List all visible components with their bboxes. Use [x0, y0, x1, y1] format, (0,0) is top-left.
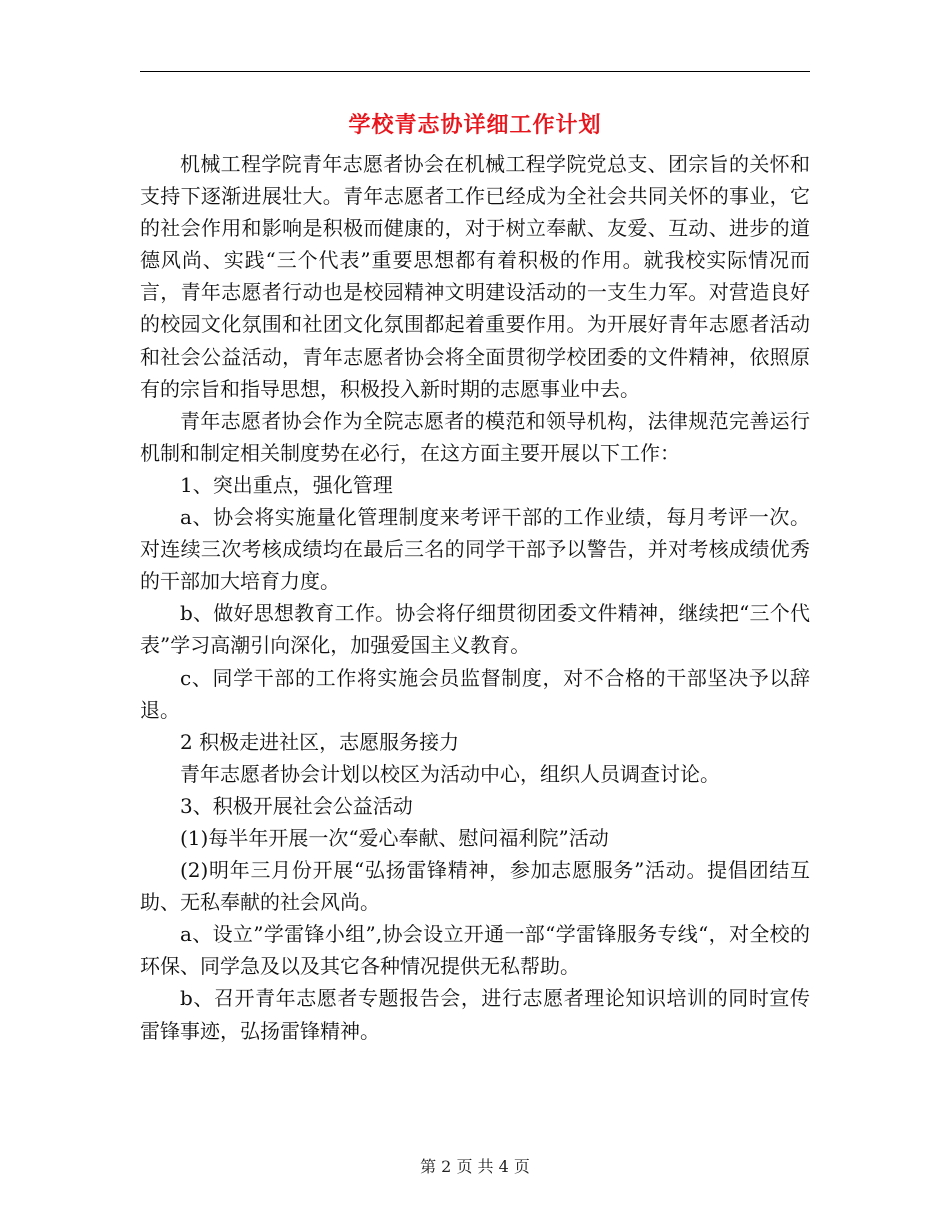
- paragraph: 机械工程学院青年志愿者协会在机械工程学院党总支、团宗旨的关怀和支持下逐渐进展壮大。青年志愿者工作已经成为全社会共同关怀的事业，它的社会作用和影响是积极而健康的，对于树立奉献、友爱、互动、进步的道德风尚、实践“三个代表”重要思想都有着积极的作用。就我校实际情况而言，青年志愿者行动也是校园精神文明建设活动的一支生力军。对营造良好的校园文化氛围和社团文化氛围都起着重要作用。为开展好青年志愿者活动和社会公益活动，青年志愿者协会将全面贯彻学校团委的文件精神，依照原有的宗旨和指导思想，积极投入新时期的志愿事业中去。: [140, 152, 810, 401]
- paragraph: 青年志愿者协会计划以校区为活动中心，组织人员调查讨论。: [180, 761, 720, 786]
- document-body: [140, 148, 810, 1047]
- header-rule: [140, 71, 810, 72]
- list-item: c、同学干部的工作将实施会员监督制度，对不合格的干部坚决予以辞退。: [140, 665, 810, 722]
- page-footer: 第 2 页 共 4 页: [420, 1157, 530, 1176]
- section-heading: 1、突出重点，强化管理: [180, 472, 393, 497]
- list-item: a、协会将实施量化管理制度来考评干部的工作业绩，每月考评一次。对连续三次考核成绩均在最后三名的同学干部予以警告，并对考核成绩优秀的干部加大培育力度。: [140, 505, 810, 594]
- document-title: 学校青志协详细工作计划: [348, 113, 602, 138]
- list-item: (2)明年三月份开展“弘扬雷锋精神，参加志愿服务”活动。提倡团结互助、无私奉献的社会风尚。: [140, 858, 810, 915]
- section-heading: 2 积极走进社区，志愿服务接力: [180, 729, 460, 754]
- list-item: b、做好思想教育工作。协会将仔细贯彻团委文件精神，继续把“三个代表”学习高潮引向深化，加强爱国主义教育。: [140, 601, 810, 658]
- section-heading: 3、积极开展社会公益活动: [180, 793, 413, 818]
- paragraph: 青年志愿者协会作为全院志愿者的模范和领导机构，法律规范完善运行机制和制定相关制度势在必行，在这方面主要开展以下工作：: [140, 408, 810, 465]
- list-item: a、设立”学雷锋小组”,协会设立开通一部“学雷锋服务专线“，对全校的环保、同学急及以及其它各种情况提供无私帮助。: [140, 922, 810, 979]
- list-item: (1)每半年开展一次“爱心奉献、慰问福利院”活动: [180, 825, 609, 850]
- list-item: b、召开青年志愿者专题报告会，进行志愿者理论知识培训的同时宣传雷锋事迹，弘扬雷锋精神。: [140, 986, 810, 1043]
